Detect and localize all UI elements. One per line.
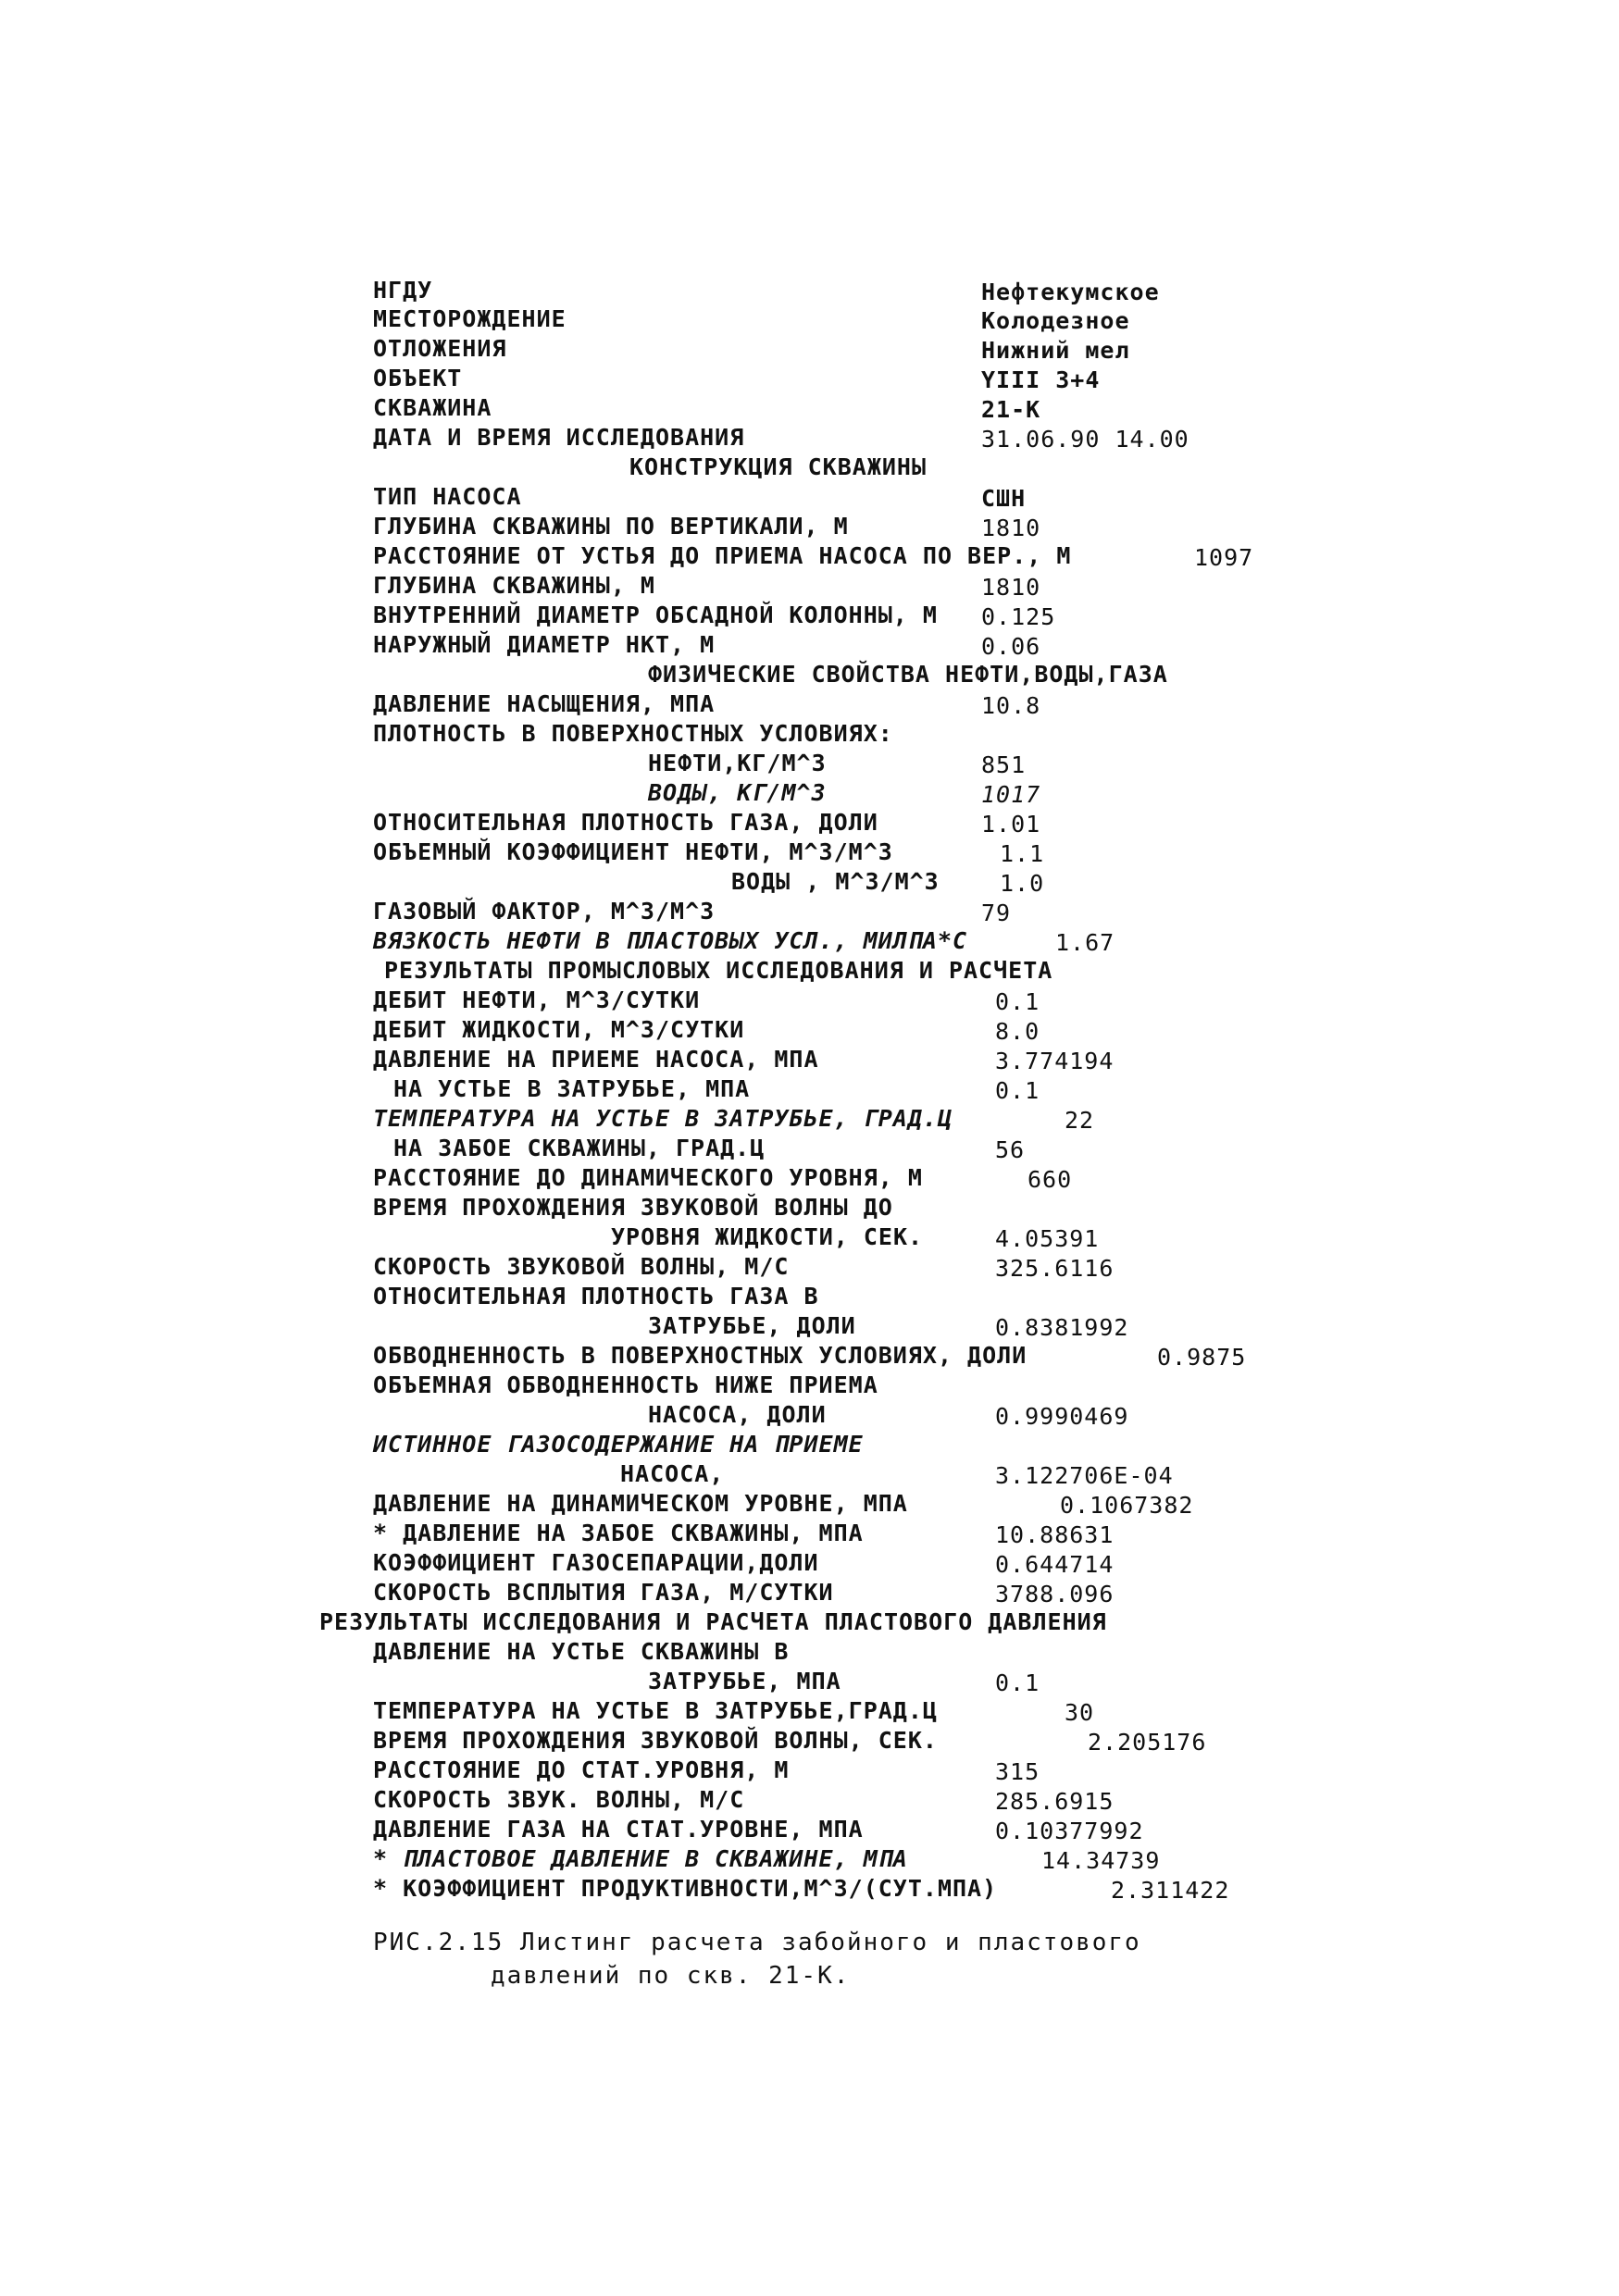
wellhead-pressure-label-1: ДАВЛЕНИЕ НА УСТЬЕ СКВАЖИНЫ В [373, 1638, 790, 1665]
tubing-diameter-label: НАРУЖНЫЙ ДИАМЕТР НКТ, М [373, 631, 716, 658]
vol-water-cut-label-1: ОБЪЕМНАЯ ОБВОДНЕННОСТЬ НИЖЕ ПРИЕМА [373, 1371, 878, 1398]
sound-time-value: 4.05391 [995, 1225, 1100, 1252]
oil-rate-label: ДЕБИТ НЕФТИ, М^3/СУТКИ [373, 987, 701, 1013]
sound-speed-value: 325.6116 [995, 1255, 1115, 1282]
date-label: ДАТА И ВРЕМЯ ИССЛЕДОВАНИЯ [373, 424, 745, 451]
sound-speed-label: СКОРОСТЬ ЗВУКОВОЙ ВОЛНЫ, М/С [373, 1253, 790, 1280]
oil-viscosity-value: 1.67 [1055, 929, 1115, 956]
results-title: РЕЗУЛЬТАТЫ ПРОМЫСЛОВЫХ ИССЛЕДОВАНИЯ И РАСЧЕТА [384, 957, 1053, 984]
annulus-pressure-value: 0.1 [995, 1077, 1040, 1104]
intake-pressure-value: 3.774194 [995, 1048, 1115, 1074]
vol-water-cut-value: 0.9990469 [995, 1403, 1129, 1430]
properties-title: ФИЗИЧЕСКИЕ СВОЙСТВА НЕФТИ,ВОДЫ,ГАЗА [648, 661, 1168, 688]
gas-density-label-2: ЗАТРУБЬЕ, ДОЛИ [648, 1312, 856, 1339]
saturation-pressure-value: 10.8 [981, 692, 1041, 719]
dynamic-level-label: РАССТОЯНИЕ ДО ДИНАМИЧЕСКОГО УРОВНЯ, М [373, 1164, 923, 1191]
dyn-level-pressure-value: 0.1067382 [1060, 1492, 1194, 1519]
water-volume-factor-label: ВОДЫ , М^3/М^3 [731, 868, 940, 895]
pump-type-value: СШН [981, 485, 1027, 512]
well-depth-label: ГЛУБИНА СКВАЖИНЫ, М [373, 572, 655, 599]
well-depth-value: 1810 [981, 574, 1041, 601]
water-cut-label: ОБВОДНЕННОСТЬ В ПОВЕРХНОСТНЫХ УСЛОВИЯХ, ДОЛИ [373, 1342, 1027, 1369]
dyn-level-pressure-label: ДАВЛЕНИЕ НА ДИНАМИЧЕСКОМ УРОВНЕ, МПА [373, 1490, 908, 1517]
casing-diameter-label: ВНУТРЕННИЙ ДИАМЕТР ОБСАДНОЙ КОЛОННЫ, М [373, 602, 938, 628]
object-value: YIII 3+4 [981, 366, 1101, 393]
wellhead-pressure-value: 0.1 [995, 1669, 1040, 1696]
reservoir-pressure-value: 14.34739 [1041, 1847, 1161, 1874]
annulus-pressure-label: НА УСТЬЕ В ЗАТРУБЬЕ, МПА [393, 1075, 751, 1102]
annulus-temp-value: 22 [1065, 1107, 1095, 1134]
well-label: СКВАЖИНА [373, 394, 492, 421]
surface-density-label: ПЛОТНОСТЬ В ПОВЕРХНОСТНЫХ УСЛОВИЯХ: [373, 720, 893, 747]
liquid-rate-label: ДЕБИТ ЖИДКОСТИ, М^3/СУТКИ [373, 1016, 745, 1043]
gas-rise-value: 3788.096 [995, 1581, 1115, 1607]
tubing-diameter-value: 0.06 [981, 633, 1041, 660]
res-sound-speed-label: СКОРОСТЬ ЗВУК. ВОЛНЫ, М/С [373, 1786, 745, 1813]
res-sound-time-label: ВРЕМЯ ПРОХОЖДЕНИЯ ЗВУКОВОЙ ВОЛНЫ, СЕК. [373, 1727, 938, 1754]
gas-factor-value: 79 [981, 900, 1012, 926]
water-cut-value: 0.9875 [1157, 1344, 1247, 1371]
static-gas-pressure-label: ДАВЛЕНИЕ ГАЗА НА СТАТ.УРОВНЕ, МПА [373, 1816, 864, 1843]
object-label: ОБЪЕКТ [373, 365, 463, 391]
water-density-label: ВОДЫ, КГ/М^3 [648, 779, 827, 806]
intake-pressure-label: ДАВЛЕНИЕ НА ПРИЕМЕ НАСОСА, МПА [373, 1046, 819, 1073]
bottom-temp-value: 56 [995, 1136, 1026, 1163]
oil-volume-factor-label: ОБЪЕМНЫЙ КОЭФФИЦИЕНТ НЕФТИ, М^3/М^3 [373, 838, 893, 865]
static-gas-pressure-value: 0.10377992 [995, 1818, 1144, 1844]
gas-factor-label: ГАЗОВЫЙ ФАКТОР, М^3/М^3 [373, 898, 716, 925]
vertical-depth-value: 1810 [981, 515, 1041, 541]
date-value: 31.06.90 14.00 [981, 426, 1189, 453]
gas-relative-density-value: 1.01 [981, 811, 1041, 838]
gas-rise-label: СКОРОСТЬ ВСПЛЫТИЯ ГАЗА, М/СУТКИ [373, 1579, 834, 1606]
gas-density-label-1: ОТНОСИТЕЛЬНАЯ ПЛОТНОСТЬ ГАЗА В [373, 1283, 819, 1309]
static-level-value: 315 [995, 1758, 1040, 1785]
deposit-label: ОТЛОЖЕНИЯ [373, 335, 507, 362]
gas-separation-label: КОЭФФИЦИЕНТ ГАЗОСЕПАРАЦИИ,ДОЛИ [373, 1549, 819, 1576]
liquid-rate-value: 8.0 [995, 1018, 1040, 1045]
productivity-label: * КОЭФФИЦИЕНТ ПРОДУКТИВНОСТИ,М^3/(СУТ.МПА) [373, 1875, 998, 1902]
sound-time-label-2: УРОВНЯ ЖИДКОСТИ, СЕК. [611, 1223, 924, 1250]
gas-content-label-1: ИСТИННОЕ ГАЗОСОДЕРЖАНИЕ НА ПРИЕМЕ [373, 1431, 864, 1458]
gas-content-label-2: НАСОСА, [620, 1460, 725, 1487]
water-volume-factor-value: 1.0 [1000, 870, 1045, 897]
well-value: 21-К [981, 396, 1041, 423]
field-label: МЕСТОРОЖДЕНИЕ [373, 305, 567, 332]
ngdu-value: Нефтекумское [981, 279, 1160, 305]
gas-relative-density-label: ОТНОСИТЕЛЬНАЯ ПЛОТНОСТЬ ГАЗА, ДОЛИ [373, 809, 878, 836]
oil-density-value: 851 [981, 751, 1027, 778]
static-level-label: РАССТОЯНИЕ ДО СТАТ.УРОВНЯ, М [373, 1756, 790, 1783]
productivity-value: 2.311422 [1111, 1877, 1230, 1904]
pump-intake-distance-value: 1097 [1194, 544, 1254, 571]
water-density-value: 1017 [981, 781, 1041, 808]
reservoir-pressure-label: * ПЛАСТОВОЕ ДАВЛЕНИЕ В СКВАЖИНЕ, МПА [373, 1845, 908, 1872]
sound-time-label-1: ВРЕМЯ ПРОХОЖДЕНИЯ ЗВУКОВОЙ ВОЛНЫ ДО [373, 1194, 893, 1221]
bottomhole-pressure-label: * ДАВЛЕНИЕ НА ЗАБОЕ СКВАЖИНЫ, МПА [373, 1520, 864, 1546]
vertical-depth-label: ГЛУБИНА СКВАЖИНЫ ПО ВЕРТИКАЛИ, М [373, 513, 849, 540]
dynamic-level-value: 660 [1027, 1166, 1073, 1193]
pump-intake-distance-label: РАССТОЯНИЕ ОТ УСТЬЯ ДО ПРИЕМА НАСОСА ПО ВЕР., М [373, 542, 1072, 569]
deposit-value: Нижний мел [981, 337, 1130, 364]
construction-title: КОНСТРУКЦИЯ СКВАЖИНЫ [629, 453, 928, 480]
res-sound-time-value: 2.205176 [1088, 1729, 1207, 1756]
oil-density-label: НЕФТИ,КГ/М^3 [648, 750, 827, 776]
vol-water-cut-label-2: НАСОСА, ДОЛИ [648, 1401, 827, 1428]
pump-type-label: ТИП НАСОСА [373, 483, 522, 510]
res-sound-speed-value: 285.6915 [995, 1788, 1115, 1815]
oil-rate-value: 0.1 [995, 988, 1040, 1015]
casing-diameter-value: 0.125 [981, 603, 1056, 630]
figure-caption-line-1: РИС.2.15 Листинг расчета забойного и пластового [373, 1929, 1141, 1956]
annulus-temp-label: ТЕМПЕРАТУРА НА УСТЬЕ В ЗАТРУБЬЕ, ГРАД.Ц [373, 1105, 953, 1132]
wellhead-pressure-label-2: ЗАТРУБЬЕ, МПА [648, 1668, 841, 1694]
gas-density-value: 0.8381992 [995, 1314, 1129, 1341]
bottomhole-pressure-value: 10.88631 [995, 1521, 1115, 1548]
ngdu-label: НГДУ [373, 277, 433, 304]
wellhead-temp-value: 30 [1065, 1699, 1095, 1726]
reservoir-title: РЕЗУЛЬТАТЫ ИССЛЕДОВАНИЯ И РАСЧЕТА ПЛАСТОВОГО ДАВЛЕНИЯ [319, 1608, 1107, 1635]
oil-viscosity-label: ВЯЗКОСТЬ НЕФТИ В ПЛАСТОВЫХ УСЛ., МИЛПА*С [373, 927, 968, 954]
bottom-temp-label: НА ЗАБОЕ СКВАЖИНЫ, ГРАД.Ц [393, 1135, 766, 1161]
gas-separation-value: 0.644714 [995, 1551, 1115, 1578]
field-value: Колодезное [981, 307, 1130, 334]
gas-content-value: 3.122706E-04 [995, 1462, 1174, 1489]
oil-volume-factor-value: 1.1 [1000, 840, 1045, 867]
wellhead-temp-label: ТЕМПЕРАТУРА НА УСТЬЕ В ЗАТРУБЬЕ,ГРАД.Ц [373, 1697, 938, 1724]
saturation-pressure-label: ДАВЛЕНИЕ НАСЫЩЕНИЯ, МПА [373, 690, 716, 717]
figure-caption-line-2: давлений по скв. 21-К. [491, 1962, 851, 1990]
